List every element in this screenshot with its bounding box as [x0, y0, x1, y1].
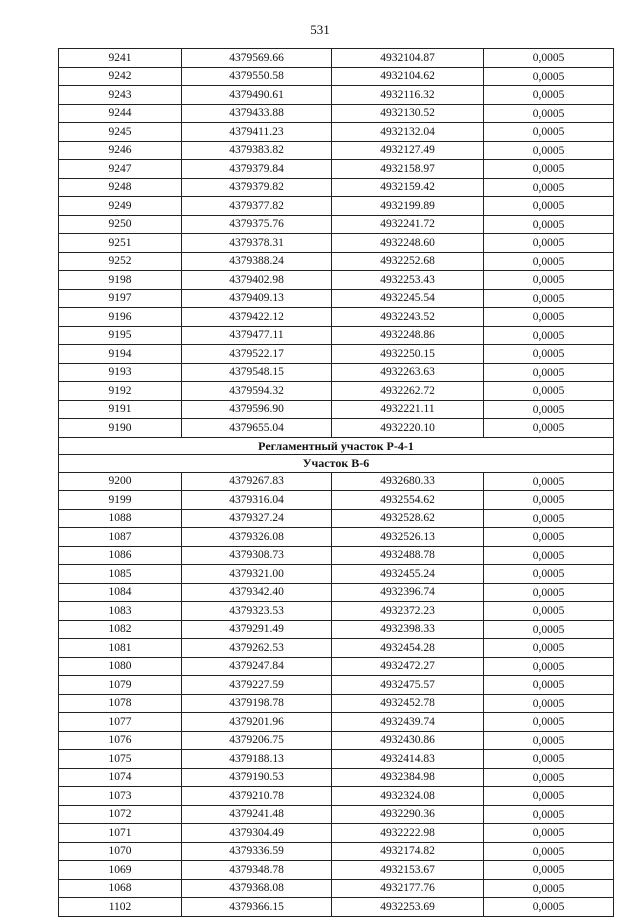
error-value-cell: 0,0005	[484, 750, 614, 769]
y-coordinate-cell: 4932475.57	[332, 676, 484, 695]
point-number-cell: 1068	[59, 879, 182, 898]
table-row	[59, 289, 614, 308]
point-number-cell: 9241	[59, 49, 182, 68]
point-number-cell: 9245	[59, 123, 182, 142]
table-row	[59, 565, 614, 584]
error-value-cell: 0,0005	[484, 271, 614, 290]
table-row	[59, 768, 614, 787]
error-value-cell: 0,0005	[484, 123, 614, 142]
y-coordinate-cell: 4932452.78	[332, 694, 484, 713]
y-coordinate-cell: 4932130.52	[332, 104, 484, 123]
y-coordinate-cell: 4932199.89	[332, 197, 484, 216]
y-coordinate-cell: 4932414.83	[332, 750, 484, 769]
error-value-cell: 0,0005	[484, 805, 614, 824]
point-number-cell: 1081	[59, 639, 182, 658]
y-coordinate-cell: 4932439.74	[332, 713, 484, 732]
y-coordinate-cell: 4932488.78	[332, 546, 484, 565]
y-coordinate-cell: 4932104.87	[332, 49, 484, 68]
point-number-cell: 1082	[59, 620, 182, 639]
coordinates-table	[58, 48, 614, 917]
x-coordinate-cell: 4379291.49	[182, 620, 332, 639]
point-number-cell: 9246	[59, 141, 182, 160]
point-number-cell: 9250	[59, 215, 182, 234]
error-value-cell: 0,0005	[484, 104, 614, 123]
point-number-cell: 9242	[59, 67, 182, 86]
y-coordinate-cell: 4932263.63	[332, 363, 484, 382]
point-number-cell: 1085	[59, 565, 182, 584]
table-row	[59, 252, 614, 271]
y-coordinate-cell: 4932252.68	[332, 252, 484, 271]
y-coordinate-cell: 4932384.98	[332, 768, 484, 787]
table-row	[59, 898, 614, 917]
x-coordinate-cell: 4379378.31	[182, 234, 332, 253]
y-coordinate-cell: 4932455.24	[332, 565, 484, 584]
y-coordinate-cell: 4932177.76	[332, 879, 484, 898]
point-number-cell: 1074	[59, 768, 182, 787]
error-value-cell: 0,0005	[484, 345, 614, 364]
point-number-cell: 9200	[59, 472, 182, 491]
point-number-cell: 1077	[59, 713, 182, 732]
y-coordinate-cell: 4932153.67	[332, 861, 484, 880]
x-coordinate-cell: 4379267.83	[182, 472, 332, 491]
table-row	[59, 805, 614, 824]
error-value-cell: 0,0005	[484, 363, 614, 382]
table-row	[59, 271, 614, 290]
point-number-cell: 1080	[59, 657, 182, 676]
point-number-cell: 9190	[59, 419, 182, 438]
table-row	[59, 326, 614, 345]
error-value-cell: 0,0005	[484, 787, 614, 806]
page-number: 531	[310, 22, 330, 37]
error-value-cell: 0,0005	[484, 472, 614, 491]
x-coordinate-cell: 4379490.61	[182, 86, 332, 105]
x-coordinate-cell: 4379594.32	[182, 382, 332, 401]
x-coordinate-cell: 4379379.82	[182, 178, 332, 197]
x-coordinate-cell: 4379206.75	[182, 731, 332, 750]
x-coordinate-cell: 4379241.48	[182, 805, 332, 824]
y-coordinate-cell: 4932132.04	[332, 123, 484, 142]
x-coordinate-cell: 4379210.78	[182, 787, 332, 806]
error-value-cell: 0,0005	[484, 141, 614, 160]
point-number-cell: 9249	[59, 197, 182, 216]
error-value-cell: 0,0005	[484, 178, 614, 197]
x-coordinate-cell: 4379201.96	[182, 713, 332, 732]
x-coordinate-cell: 4379262.53	[182, 639, 332, 658]
y-coordinate-cell: 4932262.72	[332, 382, 484, 401]
error-value-cell: 0,0005	[484, 583, 614, 602]
y-coordinate-cell: 4932253.69	[332, 898, 484, 917]
error-value-cell: 0,0005	[484, 215, 614, 234]
x-coordinate-cell: 4379336.59	[182, 842, 332, 861]
table-row	[59, 123, 614, 142]
x-coordinate-cell: 4379348.78	[182, 861, 332, 880]
y-coordinate-cell: 4932250.15	[332, 345, 484, 364]
table-row	[59, 787, 614, 806]
error-value-cell: 0,0005	[484, 382, 614, 401]
y-coordinate-cell: 4932221.11	[332, 400, 484, 419]
section-title: Участок В-6	[59, 455, 614, 473]
table-row	[59, 197, 614, 216]
point-number-cell: 1076	[59, 731, 182, 750]
x-coordinate-cell: 4379304.49	[182, 824, 332, 843]
y-coordinate-cell: 4932554.62	[332, 491, 484, 510]
x-coordinate-cell: 4379366.15	[182, 898, 332, 917]
table-row	[59, 879, 614, 898]
point-number-cell: 9193	[59, 363, 182, 382]
point-number-cell: 1087	[59, 528, 182, 547]
point-number-cell: 9247	[59, 160, 182, 179]
section-title-row	[59, 455, 614, 473]
error-value-cell: 0,0005	[484, 824, 614, 843]
error-value-cell: 0,0005	[484, 565, 614, 584]
x-coordinate-cell: 4379409.13	[182, 289, 332, 308]
y-coordinate-cell: 4932248.60	[332, 234, 484, 253]
x-coordinate-cell: 4379422.12	[182, 308, 332, 327]
error-value-cell: 0,0005	[484, 713, 614, 732]
y-coordinate-cell: 4932372.23	[332, 602, 484, 621]
x-coordinate-cell: 4379522.17	[182, 345, 332, 364]
x-coordinate-cell: 4379327.24	[182, 509, 332, 528]
table-row	[59, 824, 614, 843]
table-row	[59, 583, 614, 602]
point-number-cell: 1078	[59, 694, 182, 713]
x-coordinate-cell: 4379247.84	[182, 657, 332, 676]
y-coordinate-cell: 4932158.97	[332, 160, 484, 179]
y-coordinate-cell: 4932243.52	[332, 308, 484, 327]
x-coordinate-cell: 4379227.59	[182, 676, 332, 695]
y-coordinate-cell: 4932290.36	[332, 805, 484, 824]
table-row	[59, 400, 614, 419]
coordinates-table-body	[59, 49, 614, 917]
table-row	[59, 509, 614, 528]
point-number-cell: 9195	[59, 326, 182, 345]
point-number-cell: 9251	[59, 234, 182, 253]
y-coordinate-cell: 4932528.62	[332, 509, 484, 528]
y-coordinate-cell: 4932680.33	[332, 472, 484, 491]
error-value-cell: 0,0005	[484, 67, 614, 86]
x-coordinate-cell: 4379368.08	[182, 879, 332, 898]
table-row	[59, 694, 614, 713]
y-coordinate-cell: 4932253.43	[332, 271, 484, 290]
y-coordinate-cell: 4932104.62	[332, 67, 484, 86]
table-row	[59, 750, 614, 769]
error-value-cell: 0,0005	[484, 160, 614, 179]
x-coordinate-cell: 4379321.00	[182, 565, 332, 584]
table-row	[59, 345, 614, 364]
table-row	[59, 657, 614, 676]
error-value-cell: 0,0005	[484, 602, 614, 621]
table-row	[59, 234, 614, 253]
x-coordinate-cell: 4379569.66	[182, 49, 332, 68]
y-coordinate-cell: 4932454.28	[332, 639, 484, 658]
table-row	[59, 141, 614, 160]
y-coordinate-cell: 4932116.32	[332, 86, 484, 105]
error-value-cell: 0,0005	[484, 326, 614, 345]
table-row	[59, 67, 614, 86]
error-value-cell: 0,0005	[484, 657, 614, 676]
x-coordinate-cell: 4379377.82	[182, 197, 332, 216]
error-value-cell: 0,0005	[484, 528, 614, 547]
x-coordinate-cell: 4379342.40	[182, 583, 332, 602]
x-coordinate-cell: 4379323.53	[182, 602, 332, 621]
table-row	[59, 472, 614, 491]
table-row	[59, 363, 614, 382]
table-row	[59, 215, 614, 234]
point-number-cell: 9196	[59, 308, 182, 327]
x-coordinate-cell: 4379188.13	[182, 750, 332, 769]
error-value-cell: 0,0005	[484, 676, 614, 695]
table-row	[59, 546, 614, 565]
point-number-cell: 9198	[59, 271, 182, 290]
y-coordinate-cell: 4932324.08	[332, 787, 484, 806]
x-coordinate-cell: 4379388.24	[182, 252, 332, 271]
x-coordinate-cell: 4379316.04	[182, 491, 332, 510]
x-coordinate-cell: 4379326.08	[182, 528, 332, 547]
error-value-cell: 0,0005	[484, 546, 614, 565]
error-value-cell: 0,0005	[484, 289, 614, 308]
error-value-cell: 0,0005	[484, 252, 614, 271]
point-number-cell: 1084	[59, 583, 182, 602]
table-row	[59, 178, 614, 197]
error-value-cell: 0,0005	[484, 491, 614, 510]
point-number-cell: 9192	[59, 382, 182, 401]
point-number-cell: 9194	[59, 345, 182, 364]
x-coordinate-cell: 4379477.11	[182, 326, 332, 345]
error-value-cell: 0,0005	[484, 49, 614, 68]
table-row	[59, 861, 614, 880]
point-number-cell: 9248	[59, 178, 182, 197]
y-coordinate-cell: 4932127.49	[332, 141, 484, 160]
error-value-cell: 0,0005	[484, 694, 614, 713]
error-value-cell: 0,0005	[484, 861, 614, 880]
x-coordinate-cell: 4379548.15	[182, 363, 332, 382]
x-coordinate-cell: 4379433.88	[182, 104, 332, 123]
x-coordinate-cell: 4379190.53	[182, 768, 332, 787]
x-coordinate-cell: 4379411.23	[182, 123, 332, 142]
x-coordinate-cell: 4379375.76	[182, 215, 332, 234]
table-row	[59, 160, 614, 179]
x-coordinate-cell: 4379308.73	[182, 546, 332, 565]
point-number-cell: 1083	[59, 602, 182, 621]
x-coordinate-cell: 4379198.78	[182, 694, 332, 713]
point-number-cell: 9191	[59, 400, 182, 419]
x-coordinate-cell: 4379550.58	[182, 67, 332, 86]
point-number-cell: 1079	[59, 676, 182, 695]
table-row	[59, 86, 614, 105]
point-number-cell: 9244	[59, 104, 182, 123]
table-row	[59, 731, 614, 750]
table-row	[59, 419, 614, 438]
error-value-cell: 0,0005	[484, 879, 614, 898]
error-value-cell: 0,0005	[484, 234, 614, 253]
x-coordinate-cell: 4379379.84	[182, 160, 332, 179]
y-coordinate-cell: 4932222.98	[332, 824, 484, 843]
y-coordinate-cell: 4932526.13	[332, 528, 484, 547]
error-value-cell: 0,0005	[484, 768, 614, 787]
x-coordinate-cell: 4379402.98	[182, 271, 332, 290]
x-coordinate-cell: 4379596.90	[182, 400, 332, 419]
table-row	[59, 676, 614, 695]
x-coordinate-cell: 4379655.04	[182, 419, 332, 438]
error-value-cell: 0,0005	[484, 419, 614, 438]
table-row	[59, 49, 614, 68]
error-value-cell: 0,0005	[484, 400, 614, 419]
table-row	[59, 104, 614, 123]
point-number-cell: 9199	[59, 491, 182, 510]
point-number-cell: 1075	[59, 750, 182, 769]
table-row	[59, 308, 614, 327]
table-row	[59, 639, 614, 658]
error-value-cell: 0,0005	[484, 731, 614, 750]
y-coordinate-cell: 4932220.10	[332, 419, 484, 438]
point-number-cell: 1072	[59, 805, 182, 824]
y-coordinate-cell: 4932430.86	[332, 731, 484, 750]
error-value-cell: 0,0005	[484, 898, 614, 917]
table-row	[59, 491, 614, 510]
y-coordinate-cell: 4932241.72	[332, 215, 484, 234]
error-value-cell: 0,0005	[484, 620, 614, 639]
y-coordinate-cell: 4932245.54	[332, 289, 484, 308]
point-number-cell: 1102	[59, 898, 182, 917]
point-number-cell: 1088	[59, 509, 182, 528]
table-row	[59, 602, 614, 621]
table-row	[59, 382, 614, 401]
point-number-cell: 1070	[59, 842, 182, 861]
table-row	[59, 842, 614, 861]
error-value-cell: 0,0005	[484, 842, 614, 861]
table-row	[59, 620, 614, 639]
y-coordinate-cell: 4932398.33	[332, 620, 484, 639]
point-number-cell: 1086	[59, 546, 182, 565]
table-row	[59, 713, 614, 732]
section-title-row	[59, 437, 614, 455]
y-coordinate-cell: 4932174.82	[332, 842, 484, 861]
point-number-cell: 9252	[59, 252, 182, 271]
x-coordinate-cell: 4379383.82	[182, 141, 332, 160]
error-value-cell: 0,0005	[484, 639, 614, 658]
table-row	[59, 528, 614, 547]
section-title: Регламентный участок Р-4-1	[59, 437, 614, 455]
point-number-cell: 1071	[59, 824, 182, 843]
y-coordinate-cell: 4932472.27	[332, 657, 484, 676]
point-number-cell: 1073	[59, 787, 182, 806]
point-number-cell: 9243	[59, 86, 182, 105]
y-coordinate-cell: 4932248.86	[332, 326, 484, 345]
error-value-cell: 0,0005	[484, 197, 614, 216]
point-number-cell: 1069	[59, 861, 182, 880]
y-coordinate-cell: 4932396.74	[332, 583, 484, 602]
point-number-cell: 9197	[59, 289, 182, 308]
error-value-cell: 0,0005	[484, 308, 614, 327]
error-value-cell: 0,0005	[484, 509, 614, 528]
error-value-cell: 0,0005	[484, 86, 614, 105]
y-coordinate-cell: 4932159.42	[332, 178, 484, 197]
